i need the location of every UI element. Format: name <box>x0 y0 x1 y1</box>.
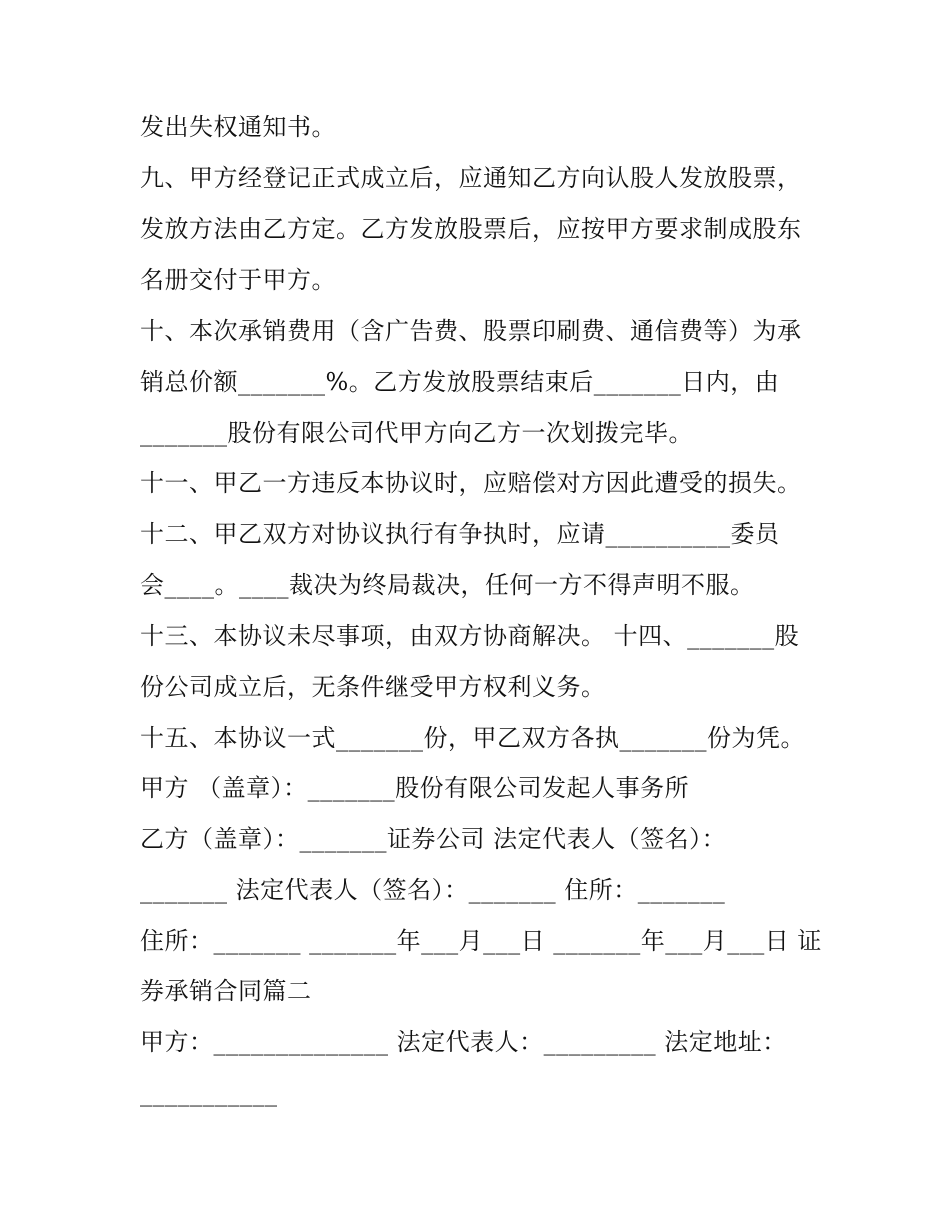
representative-line: _______ 法定代表人（签名）：_______ 住所：_______ <box>140 876 726 904</box>
clause-12-line-2: 会____。____裁决为终局裁决，任何一方不得声明不服。 <box>140 571 755 599</box>
clause-12-line-1: 十二、甲乙双方对协议执行有争执时，应请__________委员 <box>140 520 780 548</box>
clause-11-line: 十一、甲乙一方违反本协议时，应赔偿对方因此遭受的损失。 <box>140 469 802 497</box>
contract-title-line: 券承销合同篇二 <box>140 977 312 1005</box>
clause-9-line-3: 名册交付于甲方。 <box>140 266 336 294</box>
clause-13-14-line-1: 十三、本协议未尽事项，由双方协商解决。 十四、_______股 <box>140 622 800 650</box>
address-date-line: 住所：_______ _______年___月___日 _______年___月___日 证 <box>140 927 822 955</box>
clause-9-line-1: 九、甲方经登记正式成立后，应通知乙方向认股人发放股票， <box>140 164 802 192</box>
address-blank-line: ___________ <box>140 1079 278 1107</box>
clause-15-line: 十五、本协议一式_______份，甲乙双方各执_______份为凭。 <box>140 724 805 752</box>
clause-9-line-2: 发放方法由乙方定。乙方发放股票后，应按甲方要求制成股东 <box>140 215 802 243</box>
clause-14-line-2: 份公司成立后，无条件继受甲方权利义务。 <box>140 673 606 701</box>
clause-10-line-2: 销总价额_______%。乙方发放股票结束后_______日内，由 <box>140 368 780 396</box>
clause-10-line-3: _______股份有限公司代甲方向乙方一次划拨完毕。 <box>140 419 693 447</box>
party-a-seal-line: 甲方 （盖章）：_______股份有限公司发起人事务所 <box>140 774 690 802</box>
text-line: 发出失权通知书。 <box>140 113 336 141</box>
party-a-info-line: 甲方：______________ 法定代表人：_________ 法定地址： <box>140 1028 787 1056</box>
clause-10-line-1: 十、本次承销费用（含广告费、股票印刷费、通信费等）为承 <box>140 317 802 345</box>
party-b-seal-line: 乙方（盖章）：_______证券公司 法定代表人（签名）： <box>140 825 727 853</box>
